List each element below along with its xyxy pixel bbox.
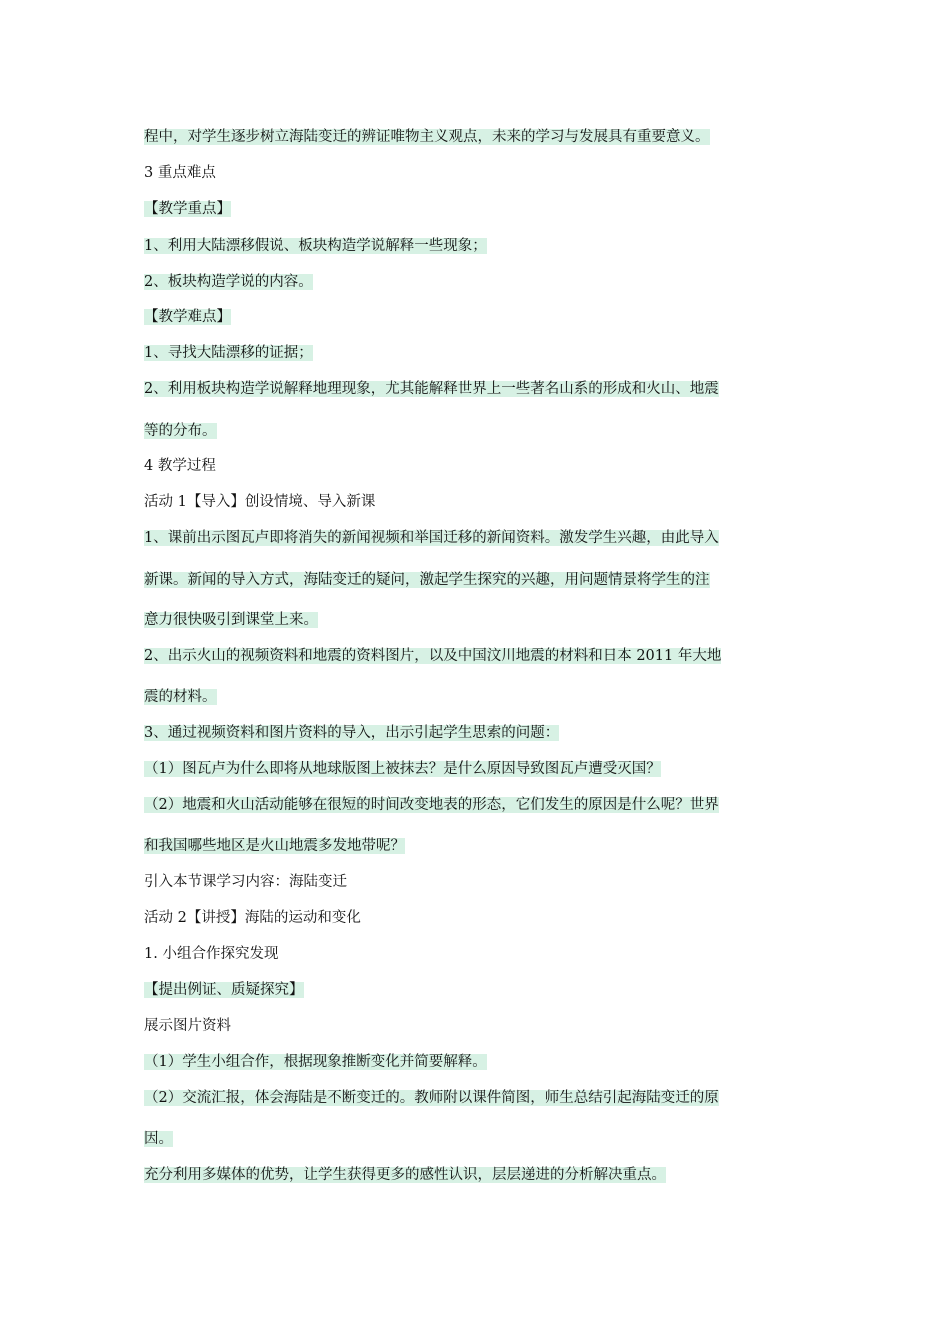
line-text: 4 教学过程 xyxy=(144,458,216,474)
line-text: 1、课前出示图瓦卢即将消失的新闻视频和举国迁移的新闻资料。激发学生兴趣，由此导入 xyxy=(144,530,719,546)
text-line xyxy=(144,1017,231,1035)
line-text: 2、出示火山的视频资料和地震的资料图片，以及中国汶川地震的材料和日本 2011 年大地 xyxy=(144,648,722,664)
line-text: 和我国哪些地区是火山地震多发地带呢？ xyxy=(144,838,405,854)
line-text: （2）地震和火山活动能够在很短的时间改变地表的形态，它们发生的原因是什么呢？世界 xyxy=(144,797,719,813)
text-line xyxy=(144,611,318,629)
line-text: 震的材料。 xyxy=(144,689,217,705)
line-text: 引入本节课学习内容：海陆变迁 xyxy=(144,874,347,890)
text-line xyxy=(144,237,487,255)
text-line xyxy=(144,873,347,891)
line-text: 1. 小组合作探究发现 xyxy=(144,946,279,962)
text-line xyxy=(144,380,719,398)
line-text: （1）学生小组合作，根据现象推断变化并简要解释。 xyxy=(144,1054,487,1070)
line-text: 【教学难点】 xyxy=(144,309,231,325)
text-line xyxy=(144,796,719,814)
text-line xyxy=(144,1089,719,1107)
text-line xyxy=(144,273,313,291)
activity-heading xyxy=(144,909,361,927)
line-text: （1）图瓦卢为什么即将从地球版图上被抹去？是什么原因导致图瓦卢遭受灭国？ xyxy=(144,761,661,777)
line-text: 新课。新闻的导入方式，海陆变迁的疑问，激起学生探究的兴趣，用问题情景将学生的注 xyxy=(144,572,710,588)
line-text: 意力很快吸引到课堂上来。 xyxy=(144,612,318,628)
line-text: 【提出例证、质疑探究】 xyxy=(144,982,304,998)
line-text: 1、利用大陆漂移假说、板块构造学说解释一些现象； xyxy=(144,238,487,254)
line-text: 2、利用板块构造学说解释地理现象，尤其能解释世界上一些著名山系的形成和火山、地震 xyxy=(144,381,719,397)
section-heading xyxy=(144,164,216,182)
text-line xyxy=(144,422,217,440)
text-line xyxy=(144,760,661,778)
subheading xyxy=(144,308,231,326)
line-text: 充分利用多媒体的优势，让学生获得更多的感性认识，层层递进的分析解决重点。 xyxy=(144,1167,666,1183)
text-line xyxy=(144,688,217,706)
text-line xyxy=(144,1053,487,1071)
line-text: 1、寻找大陆漂移的证据； xyxy=(144,345,313,361)
text-line xyxy=(144,1130,173,1148)
line-text: 3 重点难点 xyxy=(144,165,216,181)
line-text: 展示图片资料 xyxy=(144,1018,231,1034)
text-line xyxy=(144,1166,666,1184)
subheading xyxy=(144,981,304,999)
line-text: 活动 2【讲授】海陆的运动和变化 xyxy=(144,910,361,926)
activity-heading xyxy=(144,493,375,511)
line-text: 3、通过视频资料和图片资料的导入，出示引起学生思索的问题： xyxy=(144,725,560,741)
text-line xyxy=(144,344,313,362)
text-line xyxy=(144,571,710,589)
line-text: （2）交流汇报，体会海陆是不断变迁的。教师附以课件简图，师生总结引起海陆变迁的原 xyxy=(144,1090,719,1106)
line-text: 活动 1【导入】创设情境、导入新课 xyxy=(144,494,376,510)
text-line xyxy=(144,945,278,963)
line-text: 2、板块构造学说的内容。 xyxy=(144,274,313,290)
line-text: 程中，对学生逐步树立海陆变迁的辨证唯物主义观点，未来的学习与发展具有重要意义。 xyxy=(144,129,710,145)
text-line xyxy=(144,837,405,855)
text-line xyxy=(144,647,721,665)
section-heading xyxy=(144,457,216,475)
line-text: 因。 xyxy=(144,1131,173,1147)
text-line xyxy=(144,724,559,742)
text-line xyxy=(144,529,719,547)
line-text: 等的分布。 xyxy=(144,423,217,439)
subheading xyxy=(144,200,231,218)
line-text: 【教学重点】 xyxy=(144,201,231,217)
text-line xyxy=(144,128,710,146)
